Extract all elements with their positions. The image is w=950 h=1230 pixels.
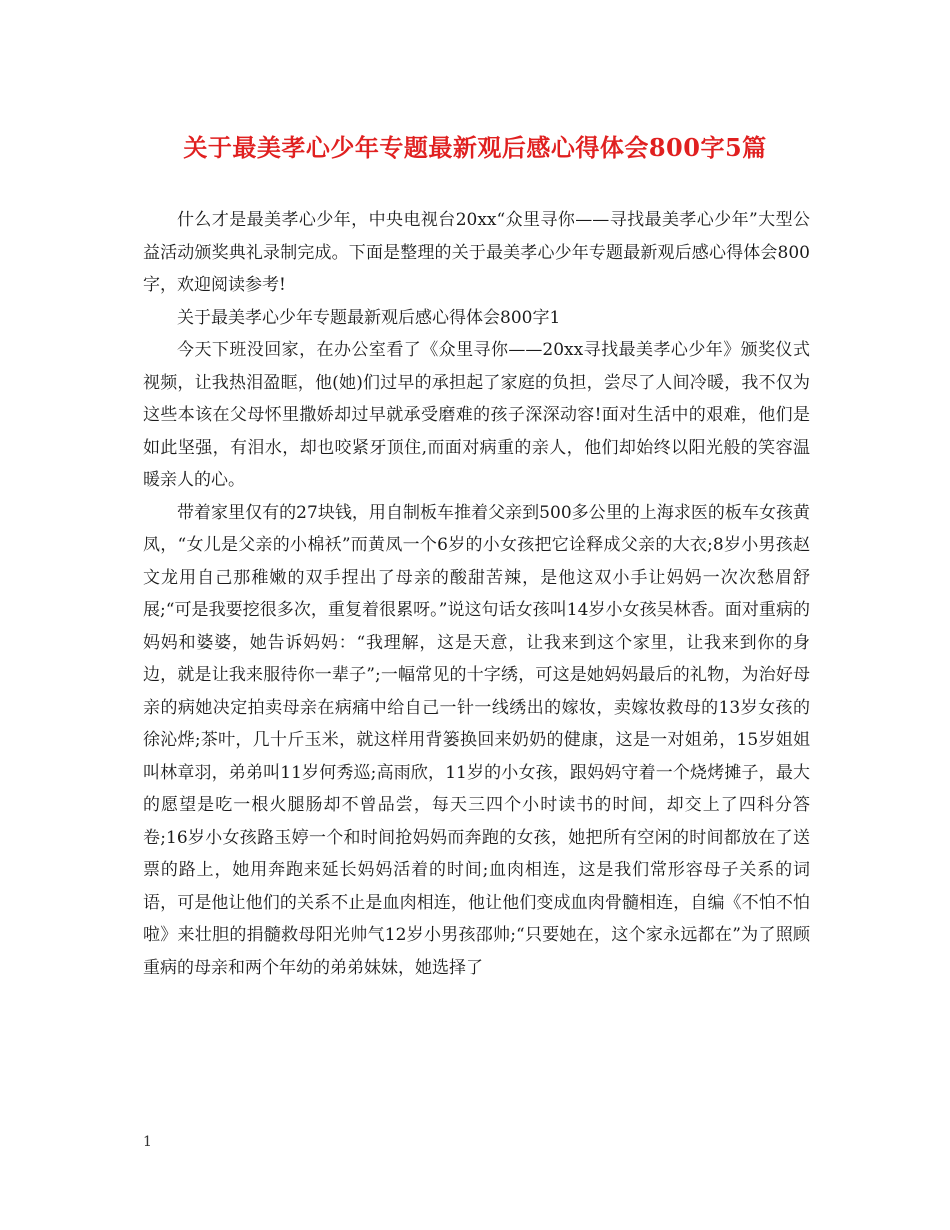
section-heading: 关于最美孝心少年专题最新观后感心得体会800字1 — [177, 307, 561, 328]
intro-paragraph: 什么才是最美孝心少年，中央电视台20xx“众里寻你——寻找最美孝心少年”大型公益活动颁奖典礼录制完成。下面是整理的关于最美孝心少年专题最新观后感心得体会800字，欢迎阅读参考! — [143, 210, 810, 295]
body-paragraph: 带着家里仅有的27块钱，用自制板车推着父亲到500多公里的上海求医的板车女孩黄凤，“女儿是父亲的小棉袄”而黄凤一个6岁的小女孩把它诠释成父亲的大衣;8岁小男孩赵文龙用自己那稚嫩的双手捏出了母亲的酸甜苦辣，是他这双小手让妈妈一次次愁眉舒展;“可是我要挖很多次，重复着很累呀。”说这句话女孩叫14岁小女孩吴林香。面对重病的妈妈和婆婆，她告诉妈妈：“我理解，这是天意，让我来到这个家里，让我来到你的身边，就是让我来服待你一辈子”;一幅常见的十字绣，可这是她妈妈最后的礼物，为治好母亲的病她决定拍卖母亲在病痛中给自己一针一线绣出的嫁妆，卖嫁妆救母的13岁女孩的徐沁烨;茶叶，几十斤玉米，就这样用背篓换回来奶奶的健康，这是一对姐弟，15岁姐姐叫林章羽，弟弟叫11岁何秀巡;高雨欣，11岁的小女孩，跟妈妈守着一个烧烤摊子，最大的愿望是吃一根火腿肠却不曾品尝，每天三四个小时读书的时间，却交上了四科分答卷;16岁小女孩路玉婷一个和时间抢妈妈而奔跑的女孩，她把所有空闲的时间都放在了送票的路上，她用奔跑来延长妈妈活着的时间;血肉相连，这是我们常形容母子关系的词语，可是他让他们的关系不止是血肉相连，他让他们变成血肉骨髓相连，自编《不怕不怕啦》来壮胆的捐髓救母阳光帅气12岁小男孩邵帅;“只要她在，这个家永远都在”为了照顾重病的母亲和两个年幼的弟弟妹妹，她选择了 — [143, 502, 810, 978]
page-number: 1 — [143, 1134, 152, 1150]
document-body — [143, 204, 810, 984]
document-title: 关于最美孝心少年专题最新观后感心得体会800字5篇 — [183, 133, 767, 162]
body-paragraph: 今天下班没回家，在办公室看了《众里寻你——20xx寻找最美孝心少年》颁奖仪式视频，让我热泪盈眶，他(她)们过早的承担起了家庭的负担，尝尽了人间冷暖，我不仅为这些本该在父母怀里撒娇却过早就承受磨难的孩子深深动容!面对生活中的艰难，他们是如此坚强，有泪水，却也咬紧牙顶住,而面对病重的亲人，他们却始终以阳光般的笑容温暖亲人的心。 — [143, 340, 810, 490]
